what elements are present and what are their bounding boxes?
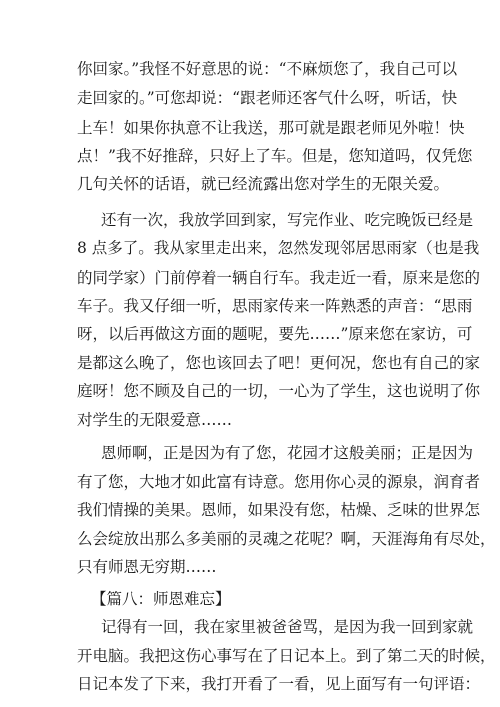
- text-line: 还有一次，我放学回到家，写完作业、吃完晚饭已经是: [101, 211, 474, 229]
- text-line: 记得有一回，我在家里被爸爸骂，是因为我一回到家就: [101, 618, 474, 637]
- text-line: 8 点多了。我从家里走出来，忽然发现邻居思雨家（也是我: [77, 239, 480, 258]
- text-line: 走回家的。”可您却说：“跟老师还客气什么呀，听话，快: [77, 89, 458, 108]
- section-heading: 【篇八：师恩难忘】: [91, 589, 231, 608]
- text-line: 我们情操的美果。恩师，如果没有您，枯燥、乏味的世界怎: [77, 501, 481, 520]
- text-line: 的同学家）门前停着一辆自行车。我走近一看，原来是您的: [77, 268, 481, 287]
- text-line: 是都这么晚了，您也该回去了吧！更何况，您也有自己的家: [77, 353, 481, 372]
- text-line: 庭呀！您不顾及自己的一切，一心为了学生，这也说明了你: [77, 382, 481, 401]
- text-line: 你回家。”我怪不好意思的说：“不麻烦您了，我自己可以: [77, 60, 458, 78]
- text-line: 恩师啊，正是因为有了您，花园才这般美丽；正是因为: [101, 444, 474, 463]
- text-line: 开电脑。我把这伤心事写在了日记本上。到了第二天的时候，: [77, 646, 496, 665]
- text-line: 几句关怀的话语，就已经流露出您对学生的无限关爱。: [77, 175, 450, 194]
- text-line: 有了您，大地才如此富有诗意。您用你心灵的源泉，润育者: [77, 472, 481, 491]
- text-line: 呀，以后再做这方面的题呢，要先……”原来您在家访，可: [77, 325, 473, 344]
- text-line: 对学生的无限爱意……: [77, 410, 233, 429]
- text-line: 只有师恩无穷期……: [77, 557, 217, 576]
- text-line: 上车！如果你执意不让我送，那可就是跟老师见外啦！快: [77, 118, 465, 137]
- text-line: 日记本发了下来，我打开看了一看，见上面写有一句评语：: [77, 675, 481, 693]
- text-line: 点！”我不好推辞，只好上了车。但是，您知道吗，仅凭您: [77, 146, 473, 165]
- text-line: 么会绽放出那么多美丽的灵魂之花呢？啊，天涯海角有尽处，: [77, 529, 496, 548]
- text-line: 车子。我又仔细一听，思雨家传来一阵熟悉的声音：“思雨: [77, 297, 473, 315]
